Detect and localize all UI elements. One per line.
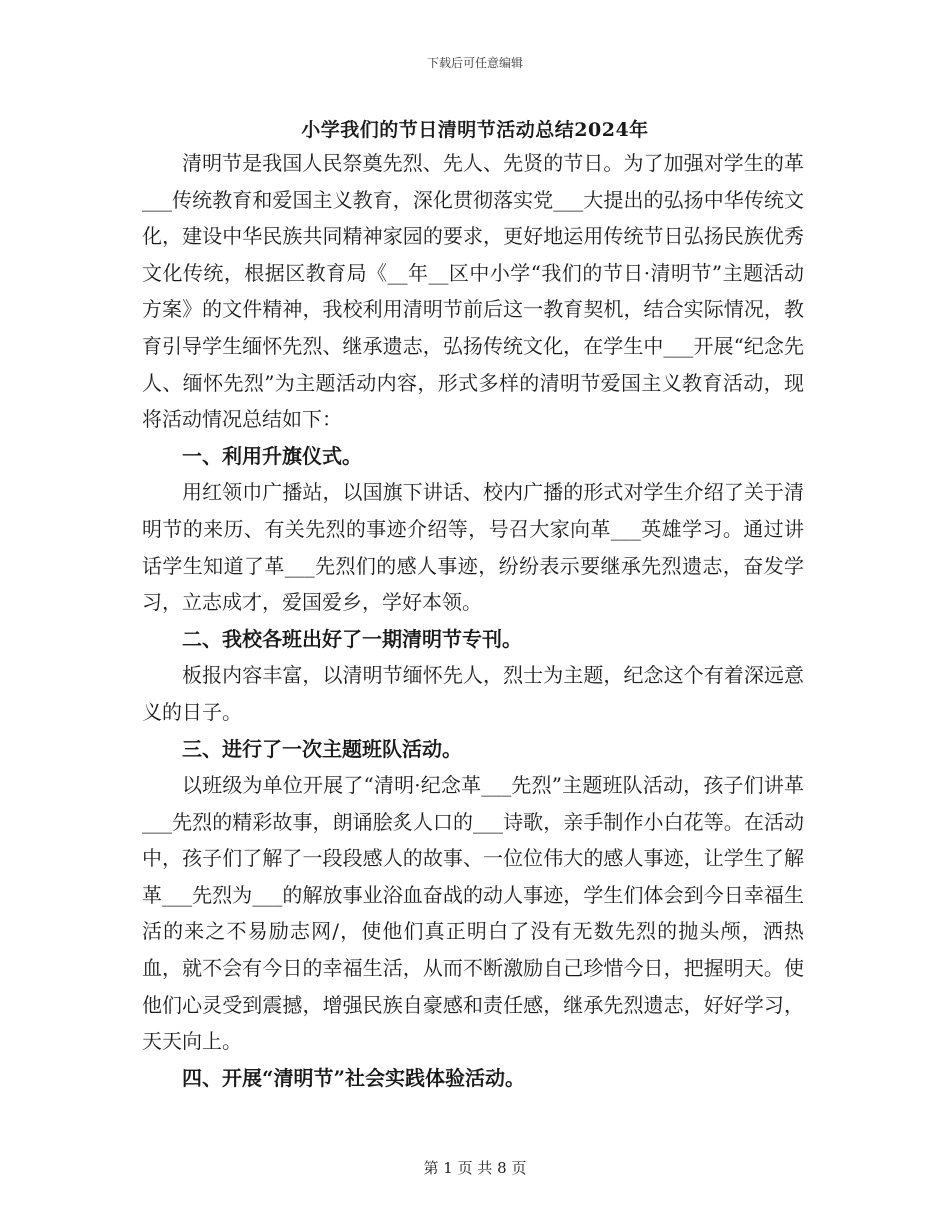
page-number: 第 1 页 共 8 页 (423, 1159, 527, 1177)
section-heading-4: 四、开展“清明节”社会实践体验活动。 (182, 1065, 526, 1090)
section-paragraph-1: 用红领巾广播站，以国旗下讲话、校内广播的形式对学生介绍了关于清明节的来历、有关先烈的事迹介绍等，号召大家向革___英雄学习。通过讲话学生知道了革___先烈们的感人事迹，纷纷表示要继承先烈遗志，奋发学习，立志成才，爱国爱乡，学好本领。 (142, 480, 804, 615)
section-heading-1: 一、利用升旗仪式。 (182, 443, 362, 468)
section-heading-2: 二、我校各班出好了一期清明节专刊。 (182, 626, 522, 651)
section-heading-3: 三、进行了一次主题班队活动。 (182, 736, 462, 761)
header-note: 下载后可任意编辑 (426, 56, 523, 70)
intro-paragraph: 清明节是我国人民祭奠先烈、先人、先贤的节日。为了加强对学生的革___传统教育和爱国主义教育，深化贯彻落实党___大提出的弘扬中华传统文化，建设中华民族共同精神家园的要求，更好地运用传统节日弘扬民族优秀文化传统，根据区教育局《__年__区中小学“我们的节日·清明节”主题活动方案》的文件精神，我校利用清明节前后这一教育契机，结合实际情况，教育引导学生缅怀先烈、继承遗志，弘扬传统文化，在学生中___开展“纪念先人、缅怀先烈”为主题活动内容，形式多样的清明节爱国主义教育活动，现将活动情况总结如下： (142, 151, 804, 432)
document-title: 小学我们的节日清明节活动总结2024年 (301, 119, 649, 141)
document-body (142, 145, 804, 1096)
section-paragraph-3: 以班级为单位开展了“清明·纪念革___先烈”主题班队活动，孩子们讲革___先烈的精彩故事，朗诵脍炙人口的___诗歌，亲手制作小白花等。在活动中，孩子们了解了一段段感人的故事、一位位伟大的感人事迹，让学生了解革___先烈为___的解放事业浴血奋战的动人事迹，学生们体会到今日幸福生活的来之不易励志网/，使他们真正明白了没有无数先烈的抛头颅，洒热血，就不会有今日的幸福生活，从而不断激励自己珍惜今日，把握明天。使他们心灵受到震撼，增强民族自豪感和责任感，继承先烈遗志，好好学习，天天向上。 (142, 773, 804, 1054)
section-paragraph-2: 板报内容丰富，以清明节缅怀先人，烈士为主题，纪念这个有着深远意义的日子。 (142, 663, 804, 724)
